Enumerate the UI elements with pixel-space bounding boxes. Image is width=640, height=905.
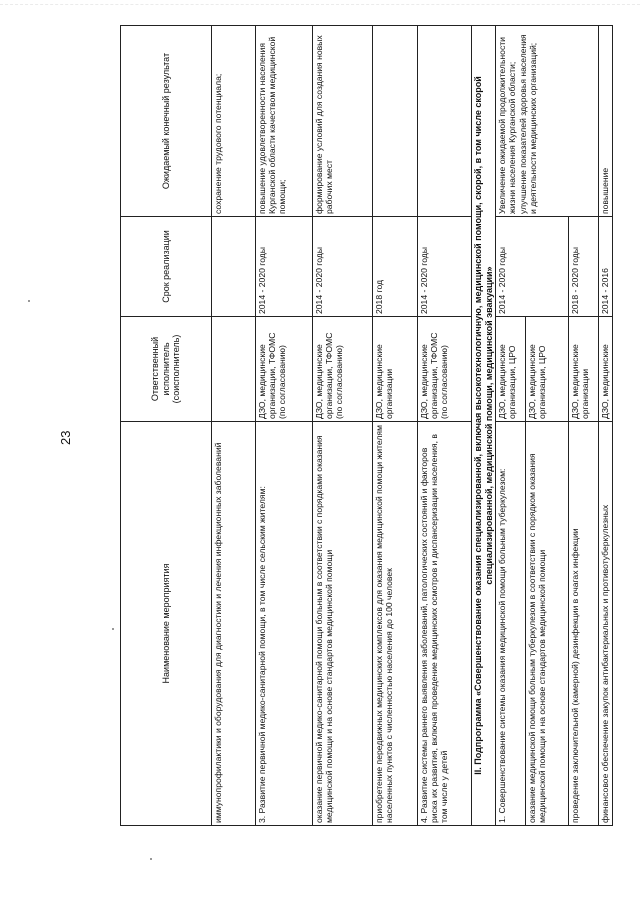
table-row [496,26,526,826]
table-row [418,26,472,826]
result-cell: повышение [599,26,613,217]
executor-cell: ДЗО, медицинские организации, ТФОМС (по согласованию) [313,317,373,422]
subprogram-section-title: II. Подпрограмма «Совершенствование оказания специализированной, включая высокотехнологичную, медицинской помощи, скорой, в том числе скорой специализированной, медицинской помощи, медицинской эвакуации» [472,26,496,826]
term-cell: 2014 - 2016 [599,217,613,317]
term-cell: 2014 - 2020 годы [256,217,313,317]
term-cell [212,217,256,317]
scan-speck [28,300,30,302]
measure-cell: приобретение передвижных медицинских комплексов для оказания медицинской помощи жителям населенных пунктов с численностью населения до 100 человек [373,422,418,826]
scan-speck [112,628,114,630]
program-measures-table [120,25,613,826]
table-header-row [121,26,212,826]
executor-cell: ДЗО, медицинские организации [569,317,599,422]
measure-cell: 4. Развитие системы раннего выявления заболеваний, патологических состояний и факторов риска их развития, включая проведение медицинских осмотров и диспансеризации населения, в том числе у детей [418,422,472,826]
measure-cell: финансовое обеспечение закупок антибактериальных и противотуберкулезных [599,422,613,826]
executor-cell [212,317,256,422]
result-cell [418,26,472,217]
header-measure: Наименование мероприятия [121,422,212,826]
result-cell [373,26,418,217]
executor-cell: ДЗО, медицинские организации, ТФОМС (по согласованию) [418,317,472,422]
result-cell: Увеличение ожидаемой продолжительности жизни населения Курганской области; улучшение показателей здоровья населения и деятельности медицинских организаций; [496,26,599,217]
term-cell: 2018 год [373,217,418,317]
executor-cell: ДЗО, медицинские организации [373,317,418,422]
measure-cell: 1. Совершенствование системы оказания медицинской помощи больным туберкулезом: [496,422,526,826]
table-row [256,26,313,826]
measure-cell: 3. Развитие первичной медико-санитарной помощи, в том числе сельским жителям: [256,422,313,826]
measure-cell: проведение заключительной (камерной) дезинфекции в очагах инфекции [569,422,599,826]
header-result: Ожидаемый конечный результат [121,26,212,217]
measure-cell: оказание медицинской помощи больным туберкулезом в соответствии с порядком оказания медицинской помощи и на основе стандартов медицинской помощи [526,422,569,826]
scan-speck [150,858,152,860]
header-term: Срок реализации [121,217,212,317]
section-row [472,26,496,826]
table-row [313,26,373,826]
table-row [599,26,613,826]
executor-cell: ДЗО, медицинские организации, ТФОМС (по согласованию) [256,317,313,422]
page-number: 23 [58,430,73,445]
measure-cell: оказание первичной медико-санитарной помощи больным в соответствии с порядками оказания медицинской помощи и на основе стандартов медицинской помощи [313,422,373,826]
table-row [373,26,418,826]
term-cell: 2014 - 2020 годы [418,217,472,317]
rotated-page-content [120,26,628,826]
term-cell: 2018 - 2020 годы [569,217,599,317]
measure-cell: иммунопрофилактики и оборудования для диагностики и лечения инфекционных заболеваний [212,422,256,826]
executor-cell: ДЗО, медицинские [599,317,613,422]
term-cell: 2014 - 2020 годы [313,217,373,317]
table-row [212,26,256,826]
executor-cell: ДЗО, медицинские организации, ЦРО [496,317,526,422]
result-cell: формирование условий для создания новых рабочих мест [313,26,373,217]
executor-cell: ДЗО, медицинские организации, ЦРО [526,317,569,422]
result-cell: повышение удовлетворенности населения Курганской области качеством медицинской помощи; [256,26,313,217]
header-executor: Ответственный исполнитель (соисполнитель) [121,317,212,422]
term-cell: 2014 - 2020 годы [496,217,569,317]
scan-noise [0,4,640,11]
result-cell: сохранение трудового потенциала; [212,26,256,217]
